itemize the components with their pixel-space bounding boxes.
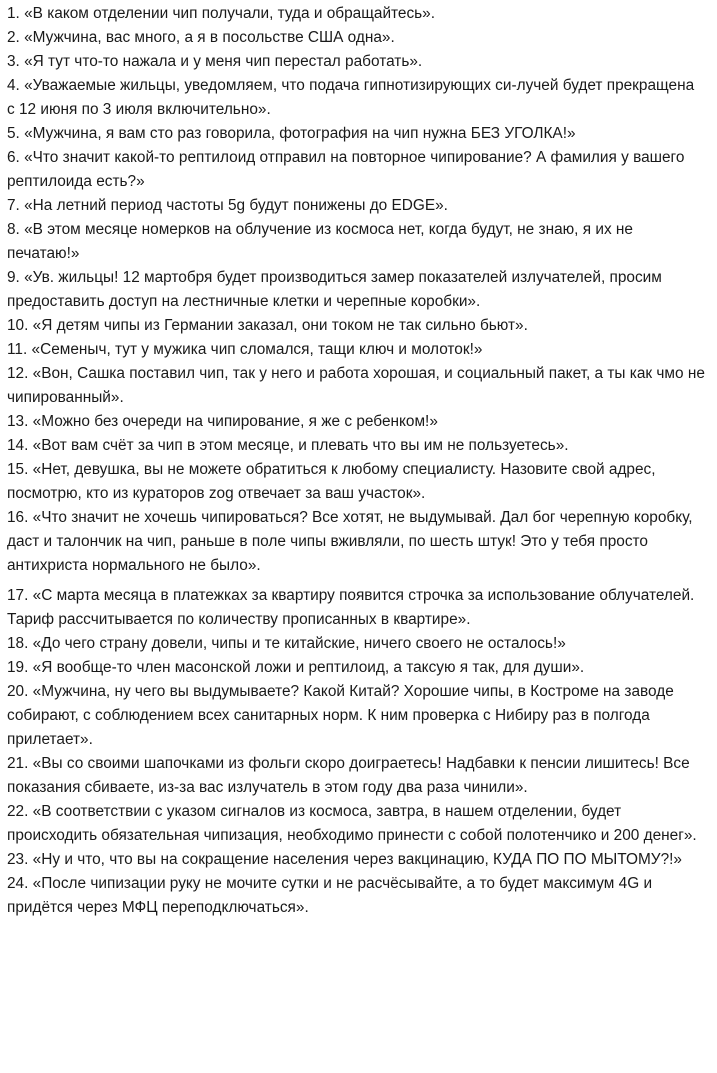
list-item: 15. «Нет, девушка, вы не можете обратиться к любому специалисту. Назовите свой адрес, посмотрю, кто из кураторов zog отвечает за ваш участок». (7, 461, 656, 502)
list-item: 22. «В соответствии с указом сигналов из космоса, завтра, в нашем отделении, будет происходить обязательная чипизация, необходимо принести с собой полотенчико и 200 денег». (7, 803, 697, 844)
list-item: 4. «Уважаемые жильцы, уведомляем, что подача гипнотизирующих си-лучей будет прекращена с 12 июня по 3 июля включительно». (7, 77, 695, 118)
list-item: 9. «Ув. жильцы! 12 мартобря будет производиться замер показателей излучателей, просим предоставить доступ на лестничные клетки и черепные коробки». (7, 269, 662, 310)
list-item: 6. «Что значит какой-то рептилоид отправил на повторное чипирование? А фамилия у вашего рептилоида есть?» (7, 149, 685, 190)
list-item: 20. «Мужчина, ну чего вы выдумываете? Какой Китай? Хорошие чипы, в Костроме на заводе собирают, с соблюдением всех санитарных норм. К ним проверка с Нибиру раз в полгода прилетает». (7, 683, 674, 748)
list-item: 21. «Вы со своими шапочками из фольги скоро доиграетесь! Надбавки к пенсии лишитесь! Все показания сбиваете, из-за вас излучатель в этом году два раза чинили». (7, 755, 690, 796)
list-item: 23. «Ну и что, что вы на сокращение населения через вакцинацию, КУДА ПО ПО МЫТОМУ?!» (7, 851, 682, 868)
list-item: 12. «Вон, Сашка поставил чип, так у него и работа хорошая, и социальный пакет, а ты как чмо не чипированный». (7, 365, 705, 406)
list-item: 11. «Семеныч, тут у мужика чип сломался, тащи ключ и молоток!» (7, 341, 483, 358)
list-item: 10. «Я детям чипы из Германии заказал, они током не так сильно бьют». (7, 317, 528, 334)
list-item: 24. «После чипизации руку не мочите сутки и не расчёсывайте, а то будет максимум 4G и придётся через МФЦ переподключаться». (7, 875, 653, 916)
list-item: 16. «Что значит не хочешь чипироваться? Все хотят, не выдумывай. Дал бог черепную коробку, даст и талончик на чип, раньше в поле чипы вживляли, по шесть штук! Это у тебя просто антихриста нормального не было». (7, 509, 693, 574)
list-item: 5. «Мужчина, я вам сто раз говорила, фотография на чип нужна БЕЗ УГОЛКА!» (7, 125, 576, 142)
list-item: 13. «Можно без очереди на чипирование, я же с ребенком!» (7, 413, 438, 430)
list-item: 3. «Я тут что-то нажала и у меня чип перестал работать». (7, 53, 423, 70)
list-item: 19. «Я вообще-то член масонской ложи и рептилоид, а таксую я так, для души». (7, 659, 585, 676)
list-item: 7. «На летний период частоты 5g будут понижены до EDGE». (7, 197, 448, 214)
list-item: 2. «Мужчина, вас много, а я в посольстве США одна». (7, 29, 395, 46)
list-item: 18. «До чего страну довели, чипы и те китайские, ничего своего не осталось!» (7, 635, 566, 652)
list-item: 17. «С марта месяца в платежках за квартиру появится строчка за использование облучателей. Тариф рассчитывается по количеству прописанных в квартире». (7, 587, 695, 628)
list-item: 14. «Вот вам счёт за чип в этом месяце, и плевать что вы им не пользуетесь». (7, 437, 569, 454)
list-item: 1. «В каком отделении чип получали, туда и обращайтесь». (7, 5, 436, 22)
list-item: 8. «В этом месяце номерков на облучение из космоса нет, когда будут, не знаю, я их не печатаю!» (7, 221, 633, 262)
